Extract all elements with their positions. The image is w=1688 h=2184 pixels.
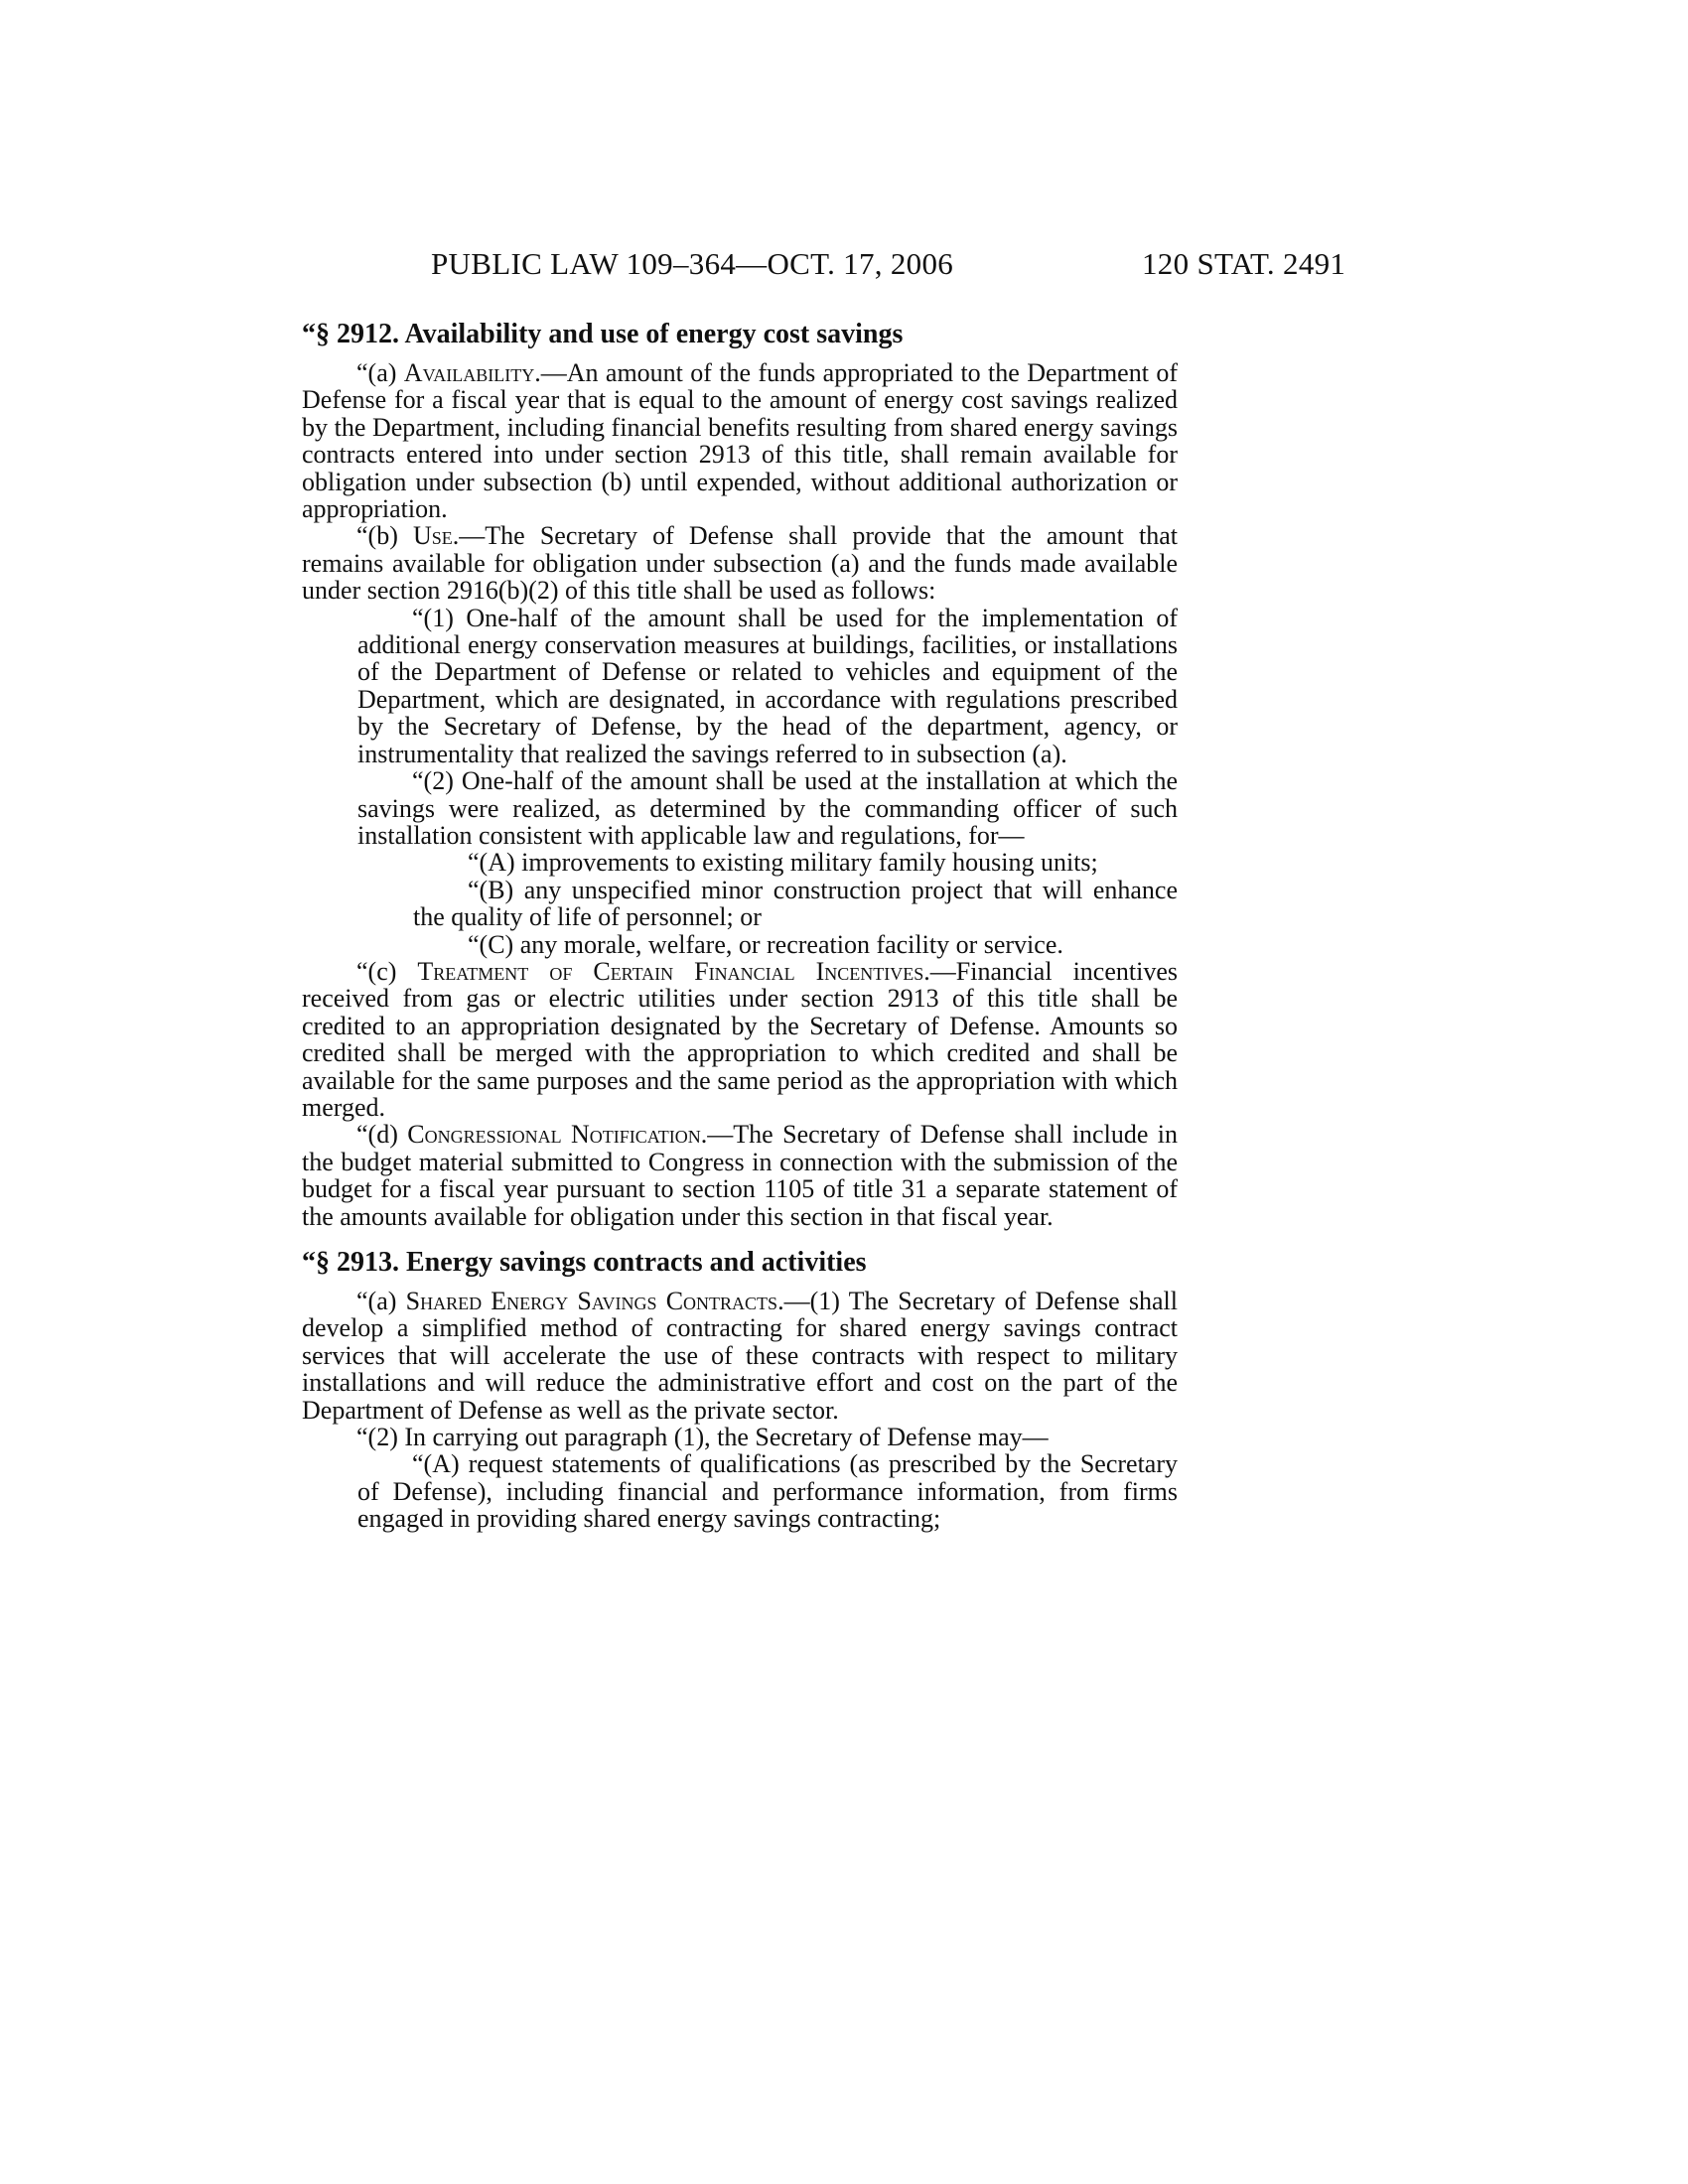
section-2912-paragraph-b1: “(1) One-half of the amount shall be used for the implementation of additional energy conservation measures at buildings, facilities, or installations of the Department of Defense or related to vehicles and equipment of the Department, which are designated, in accordance with regulations prescribed by the Secretary of Defense, by the head of the department, agency, or instrumentality that realized the savings referred to in subsection (a). (357, 603, 1178, 768)
subsection-a-text: .—An amount of the funds appropriated to the Department of Defense for a fiscal year that is equal to the amount of energy cost savings realized by the Department, including financial benefits resulting from shared energy savings contracts entered into under section 2913 of this title, shall remain available for obligation under subsection (b) until expended, without additional authorization or appropriation. (302, 358, 1178, 524)
section-2912-subparagraph-b2a: “(A) improvements to existing military family housing units; (468, 848, 1098, 878)
s2913-subsection-a-prefix: “(a) (356, 1287, 406, 1315)
section-2913-heading: “§ 2913. Energy savings contracts and activities (302, 1247, 867, 1278)
s2913-subsection-a-text: .—(1) The Secretary of Defense shall develop a simplified method of contracting for shared energy savings contract services that will accelerate the use of these contracts with respect to military installations and will reduce the administrative effort and cost on the part of the Department of Defense as well as the private sector. (302, 1287, 1178, 1425)
subsection-b-caption: Use (412, 521, 453, 551)
subsection-b-prefix: “(b) (356, 521, 413, 551)
subsection-d-prefix: “(d) (356, 1120, 408, 1150)
subsection-c-caption: Treatment of Certain Financial Incentives (417, 956, 924, 986)
section-2912-subsection-a (302, 359, 1178, 522)
subsection-a-prefix: “(a) (356, 358, 404, 387)
subsection-a-caption: Availability (403, 358, 535, 387)
section-2913-subparagraph-a2a: “(A) request statements of qualifications (as prescribed by the Secretary of Defense), including financial and performance information, from firms engaged in providing shared energy savings contracting; (357, 1449, 1178, 1534)
section-2912-subparagraph-b2b: “(B) any unspecified minor construction project that will enhance the quality of life of personnel; or (413, 875, 1178, 932)
section-2912-subparagraph-b2c: “(C) any morale, welfare, or recreation facility or service. (468, 929, 1063, 959)
subsection-c-text: .—Financial incentives received from gas or electric utilities under section 2913 of this title shall be credited to an appropriation designated by the Secretary of Defense. Amounts so credited shall be merged with the appropriation to which credited and shall be available for the same purposes and the same period as the appropriation with which merged. (302, 956, 1178, 1122)
subsection-c-prefix: “(c) (356, 956, 418, 986)
subsection-d-text: .—The Secretary of Defense shall include in the budget material submitted to Congress in connection with the submission of the budget for a fiscal year pursuant to section 1105 of title 31 a separate statement of the amounts available for obligation under this section in that fiscal year. (302, 1120, 1178, 1231)
section-2912-paragraph-b2: “(2) One-half of the amount shall be used at the installation at which the savings were realized, as determined by the commanding officer of such installation consistent with applicable law and regulations, for— (357, 766, 1178, 850)
section-2912-subsection-b (302, 522, 1178, 604)
section-2912-subsection-c (302, 958, 1178, 1121)
running-head-title: PUBLIC LAW 109–364—OCT. 17, 2006 (431, 246, 954, 281)
section-2912-heading: “§ 2912. Availability and use of energy cost savings (302, 319, 904, 349)
section-2912-subsection-d (302, 1121, 1178, 1230)
section-2913-paragraph-a2: “(2) In carrying out paragraph (1), the Secretary of Defense may— (356, 1423, 1049, 1452)
section-2913-subsection-a (302, 1288, 1178, 1424)
page-header (0, 246, 1688, 286)
subsection-b-text: .—The Secretary of Defense shall provide that the amount that remains available for obligation under subsection (a) and the funds made available under section 2916(b)(2) of this title shall be used as follows: (302, 521, 1179, 606)
statute-page-number: 120 STAT. 2491 (1142, 246, 1346, 281)
document-body (302, 318, 1178, 1533)
s2913-subsection-a-caption: Shared Energy Savings Contracts (405, 1287, 778, 1315)
subsection-d-caption: Congressional Notification (407, 1120, 701, 1150)
